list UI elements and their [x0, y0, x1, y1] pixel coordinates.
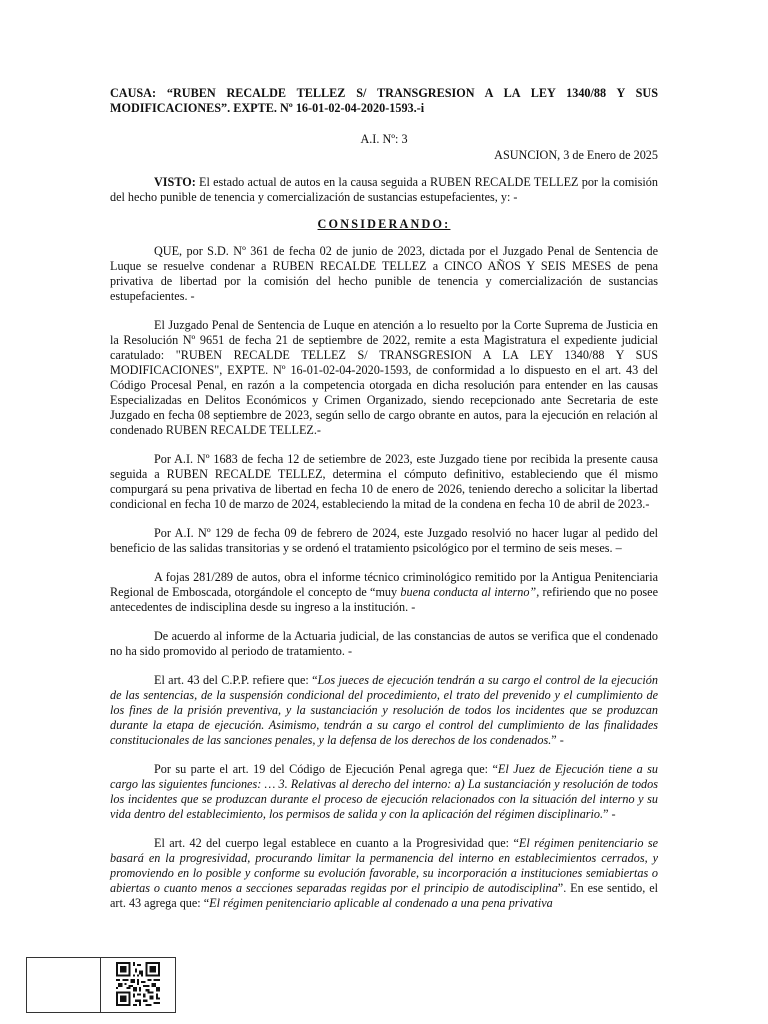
paragraph-7-end: ” - [551, 733, 564, 747]
paragraph-6: De acuerdo al informe de la Actuaria judicial, de las constancias de autos se verifica que el condenado no ha sido promovido al periodo de tratamiento. - [110, 629, 658, 658]
paragraph-9-mid: ”. En ese sentido, el art. 43 agrega que: “ [110, 881, 658, 910]
paragraph-3: Por A.I. Nº 1683 de fecha 12 de setiembre de 2023, este Juzgado tiene por recibida la presente causa seguida a RUBEN RECALDE TELLEZ, determina el cómputo definitivo, estableciendo que él mismo compurgará su pena privativa de libertad en fecha 10 de enero de 2026, teniendo derecho a solicitar la libertad condicional en fecha 10 de marzo de 2024, estableciendo la mitad de la condena en fecha 10 de abril de 2023.- [110, 452, 658, 511]
paragraph-5 [110, 570, 658, 615]
resolution-number: A.I. Nº: 3 [360, 132, 408, 146]
paragraph-9 [110, 836, 658, 911]
visto-text: El estado actual de autos en la causa seguida a RUBEN RECALDE TELLEZ por la comisión del hecho punible de tenencia y comercialización de sustancias estupefacientes, y: - [110, 175, 658, 204]
paragraph-8-end: ” - [603, 807, 616, 821]
signature-box [26, 957, 101, 1013]
considerando-heading: CONSIDERANDO: [317, 217, 451, 231]
paragraph-5-quote: buena conducta al interno” [400, 585, 537, 599]
visto-paragraph [110, 175, 658, 205]
paragraph-5-text: A fojas 281/289 de autos, obra el informe técnico criminológico remitido por la Antigua Penitenciaria Regional de Emboscada, otorgándole el concepto de “muy [110, 570, 658, 599]
document-page [110, 86, 658, 911]
paragraph-2: El Juzgado Penal de Sentencia de Luque en atención a lo resuelto por la Corte Suprema de Justicia en la Resolución Nº 9651 de fecha 21 de septiembre de 2022, remite a esta Magistratura el expediente judicial caratulado: "RUBEN RECALDE TELLEZ S/ TRANSGRESION A LA LEY 1340/88 Y SUS MODIFICACIONES", EXPTE. Nº 16-01-02-04-2020-1593, de conformidad a lo dispuesto en el art. 43 del Código Procesal Penal, en razón a la competencia otorgada en dicha resolución para entender en las causas Especializadas en Delitos Económicos y Crimen Organizado, siendo recepcionado ante Secretaria de este Juzgado en fecha 08 septiembre de 2023, según sello de cargo obrante en autos, para la ejecución en relación al condenado RUBEN RECALDE TELLEZ.- [110, 318, 658, 437]
paragraph-9-quote: El régimen penitenciario se basará en la progresividad, procurando limitar la permanencia del interno en establecimientos cerrados, y promoviendo en lo posible y conforme su evolución favorable, su incorporación a instituciones semiabiertas o abiertas o cuanto menos a secciones separadas regidas por el principio de autodisciplina [110, 836, 658, 895]
case-title: CAUSA: “RUBEN RECALDE TELLEZ S/ TRANSGRESION A LA LEY 1340/88 Y SUS MODIFICACIONES”. EXPTE. Nº 16-01-02-04-2020-1593.-i [110, 86, 658, 115]
paragraph-5-end: , refiriendo que no posee antecedentes de indisciplina desde su ingreso a la institución. - [110, 585, 658, 614]
paragraph-7-quote: Los jueces de ejecución tendrán a su cargo el control de la ejecución de las sentencias, de la suspensión condicional del procedimiento, el trato del prevenido y el cumplimiento de los fines de la prisión preventiva, y la sustanciación y resolución de todos los incidentes que se produzcan durante la etapa de ejecución. Asimismo, tendrán a su cargo el control del cumplimiento de las finalidades constitucionales de las sanciones penales, y la defensa de los derechos de los condenados. [110, 673, 658, 747]
paragraph-1: QUE, por S.D. Nº 361 de fecha 02 de junio de 2023, dictada por el Juzgado Penal de Sentencia de Luque se resuelve condenar a RUBEN RECALDE TELLEZ a CINCO AÑOS Y SEIS MESES de pena privativa de libertad por la comisión del hecho punible de tenencia y comercialización de sustancias estupefacientes. - [110, 244, 658, 303]
paragraph-7 [110, 673, 658, 748]
place-date: ASUNCION, 3 de Enero de 2025 [494, 148, 658, 162]
paragraph-8-quote: El Juez de Ejecución tiene a su cargo las siguientes funciones: … 3. Relativas al derecho del interno: a) La sustanciación y resolución de todos los incidentes que se produzcan durante el proceso de ejecución relacionados con la situación del interno y su vida dentro del establecimiento, los permisos de salida y con la aplicación del régimen disciplinario. [110, 762, 658, 821]
paragraph-9-text: El art. 42 del cuerpo legal establece en cuanto a la Progresividad que: “ [154, 836, 519, 850]
paragraph-9-quote-2: El régimen penitenciario aplicable al condenado a una pena privativa [209, 896, 553, 910]
paragraph-8 [110, 762, 658, 822]
qr-code-icon [116, 962, 160, 1006]
visto-label: VISTO: [154, 175, 196, 189]
paragraph-4: Por A.I. Nº 129 de fecha 09 de febrero de 2024, este Juzgado resolvió no hacer lugar al pedido del beneficio de las salidas transitorias y se ordenó el tratamiento psicológico por el termino de seis meses. – [110, 526, 658, 555]
paragraph-7-text: El art. 43 del C.P.P. refiere que: “ [154, 673, 318, 687]
paragraph-8-text: Por su parte el art. 19 del Código de Ejecución Penal agrega que: “ [154, 762, 498, 776]
